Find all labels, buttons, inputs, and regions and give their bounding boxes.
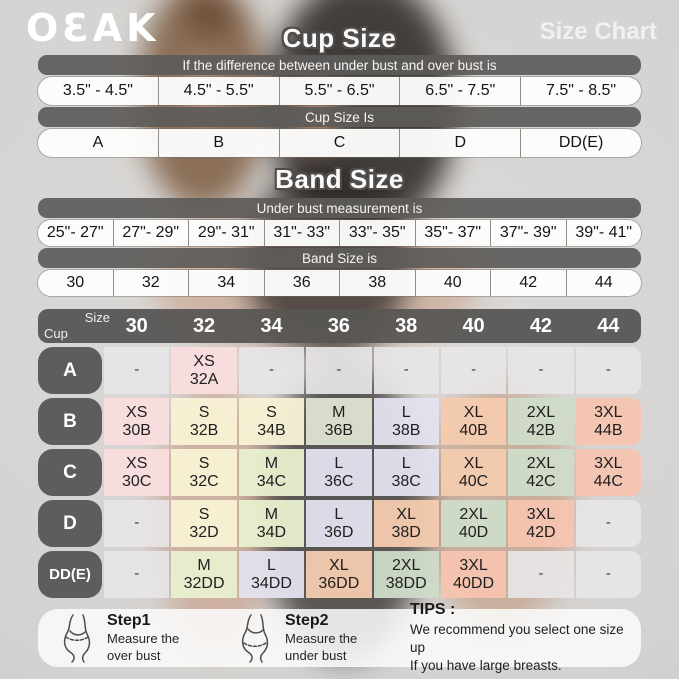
cell-size-label: L	[334, 454, 344, 472]
cup-range-cell-3: 6.5" - 7.5"	[399, 77, 520, 105]
cup-letter-cell-4: DD(E)	[520, 129, 641, 157]
cell-size-label: 3XL	[459, 556, 488, 574]
cell-code-label: 38D	[391, 523, 421, 541]
matrix-row-C	[38, 449, 641, 496]
cell-code-label: 40DD	[453, 574, 495, 592]
matrix-cell-32D	[171, 500, 236, 547]
cell-size-label: M	[197, 556, 211, 574]
cell-code-label: 34D	[256, 523, 287, 541]
matrix-cell-34B	[239, 398, 304, 445]
matrix-column-header-40: 40	[462, 314, 485, 337]
band-size-heading: Band Size	[275, 164, 404, 194]
matrix-body	[38, 347, 641, 598]
band-range-cell-1: 27"- 29"	[113, 220, 189, 246]
cell-size-label: 3XL	[594, 403, 623, 421]
cup-letter-cell-3: D	[399, 129, 520, 157]
cell-size-label: S	[266, 403, 277, 421]
band-instruction-bar: Under bust measurement is	[38, 198, 641, 218]
matrix-cell-36DD	[306, 551, 371, 598]
measure-over-bust-icon	[54, 613, 98, 663]
matrix-cell-40DD	[441, 551, 506, 598]
band-value-cell-4: 38	[339, 270, 415, 296]
matrix-cell-34C	[239, 449, 304, 496]
matrix-column-header-42: 42	[529, 314, 553, 337]
cell-size-label: 3XL	[594, 454, 623, 472]
cell-size-label: 2XL	[526, 454, 556, 472]
cell-size-label: -	[134, 361, 140, 379]
band-value-cell-2: 34	[188, 270, 264, 296]
matrix-column-header-30: 30	[125, 314, 148, 337]
band-range-cell-7: 39"- 41"	[566, 220, 642, 246]
cell-size-label: -	[134, 565, 140, 583]
cell-code-label: 34C	[256, 472, 287, 490]
cell-size-label: -	[538, 565, 544, 583]
cell-size-label: -	[605, 565, 611, 583]
cell-size-label: L	[401, 454, 411, 472]
cell-code-label: 32D	[189, 523, 219, 541]
band-value-cell-0: 30	[66, 274, 85, 291]
matrix-cell-42D	[508, 500, 573, 547]
cell-code-label: 32A	[189, 370, 219, 388]
cell-size-label: 2XL	[391, 556, 421, 574]
tips-title: TIPS :	[410, 600, 456, 618]
cell-code-label: 36C	[324, 472, 354, 490]
step1-block	[54, 612, 220, 664]
band-value-cell-7: 44	[566, 270, 642, 296]
cell-code-label: 38B	[391, 421, 421, 439]
matrix-row-DD(E)	[38, 551, 641, 598]
matrix-cell-34D	[239, 500, 304, 547]
cell-code-label: 42C	[526, 472, 556, 490]
matrix-row-label-B: B	[38, 398, 102, 445]
cell-size-label: -	[134, 514, 140, 532]
matrix-row-D	[38, 500, 641, 547]
matrix-column-header-32: 32	[192, 314, 216, 337]
header	[26, 0, 657, 54]
band-value-cell-5: 40	[415, 270, 491, 296]
cell-code-label: 32C	[189, 472, 219, 490]
cell-size-label: 2XL	[526, 403, 556, 421]
matrix-cell-30C	[104, 449, 169, 496]
step1-line2: over bust	[107, 647, 161, 663]
cell-size-label: XS	[193, 352, 215, 370]
cup-instruction-bar: If the difference between under bust and over bust is	[38, 55, 641, 75]
cell-code-label: 44B	[594, 421, 623, 439]
matrix-cell-empty	[104, 551, 169, 598]
band-range-cell-6: 37"- 39"	[490, 220, 566, 246]
matrix-row-A	[38, 347, 641, 394]
cell-size-label: -	[471, 361, 477, 379]
page-title: Size Chart	[539, 18, 657, 45]
cell-size-label: XS	[126, 403, 148, 421]
step1-text	[107, 612, 179, 664]
matrix-cell-empty	[374, 347, 439, 394]
cell-size-label: XL	[463, 454, 484, 472]
cell-code-label: 36D	[324, 523, 354, 541]
cup-range-cell-0: 3.5" - 4.5"	[62, 82, 133, 99]
matrix-cell-38D	[374, 500, 439, 547]
matrix-cell-40B	[441, 398, 506, 445]
cell-code-label: 34DD	[250, 574, 292, 592]
cell-size-label: L	[266, 556, 276, 574]
cell-code-label: 36B	[324, 421, 354, 439]
step2-line1: Measure the	[285, 631, 358, 647]
matrix-column-header-34: 34	[260, 314, 283, 337]
step2-line2: under bust	[285, 647, 347, 663]
step2-block	[232, 612, 398, 664]
cell-size-label: L	[334, 505, 344, 523]
cup-letter-cell-2: C	[279, 129, 400, 157]
cell-size-label: XL	[463, 403, 484, 421]
matrix-cell-34DD	[239, 551, 304, 598]
cell-size-label: S	[198, 403, 210, 421]
cell-size-label: -	[538, 361, 544, 379]
cell-size-label: -	[403, 361, 409, 379]
matrix-cell-30B	[104, 398, 169, 445]
corner-cup-label: Cup	[44, 326, 68, 341]
matrix-row-label-D: D	[38, 500, 102, 547]
matrix-cell-42C	[508, 449, 573, 496]
matrix-cell-40C	[441, 449, 506, 496]
matrix-cell-empty	[441, 347, 506, 394]
cup-letter-cell-0: A	[92, 134, 104, 151]
step2-text	[285, 612, 357, 664]
cell-size-label: -	[336, 361, 342, 379]
band-value-cell-6: 42	[490, 270, 566, 296]
matrix-cell-empty	[306, 347, 371, 394]
footer-tips-box	[38, 600, 641, 674]
cell-size-label: 2XL	[459, 505, 488, 523]
matrix-column-header-44: 44	[597, 314, 620, 337]
cell-code-label: 32B	[189, 421, 219, 439]
matrix-cell-empty	[104, 500, 169, 547]
cell-size-label: -	[605, 514, 611, 532]
matrix-cell-38DD	[374, 551, 439, 598]
matrix-cell-32C	[171, 449, 236, 496]
matrix-cell-empty	[576, 551, 641, 598]
cell-size-label: M	[332, 403, 346, 421]
matrix-cell-empty	[508, 347, 573, 394]
cup-result-bar: Cup Size Is	[38, 107, 641, 127]
matrix-row-B	[38, 398, 641, 445]
cell-code-label: 44C	[593, 472, 623, 490]
cell-size-label: XS	[126, 454, 148, 472]
cup-range-cell-2: 5.5" - 6.5"	[279, 77, 400, 105]
matrix-cell-36D	[306, 500, 371, 547]
step1-line1: Measure the	[107, 631, 180, 647]
cell-code-label: 40B	[459, 421, 488, 439]
cell-code-label: 42D	[526, 523, 556, 541]
tips-line1: We recommend you select one size up	[410, 621, 624, 655]
matrix-column-header-36: 36	[327, 314, 350, 337]
step2-title: Step2	[285, 612, 329, 630]
cell-code-label: 38DD	[385, 574, 427, 592]
cell-code-label: 36DD	[318, 574, 360, 592]
band-range-cell-4: 33"- 35"	[339, 220, 415, 246]
tips-block	[410, 601, 625, 676]
matrix-cell-44B	[576, 398, 641, 445]
matrix-column-header-38: 38	[395, 314, 418, 337]
cell-size-label: XL	[329, 556, 349, 574]
matrix-cell-empty	[576, 500, 641, 547]
band-range-row	[38, 220, 641, 246]
cell-code-label: 38C	[391, 472, 421, 490]
band-value-cell-3: 36	[264, 270, 340, 296]
matrix-cell-32A	[171, 347, 236, 394]
cell-size-label: M	[264, 454, 279, 472]
cell-code-label: 30B	[122, 421, 151, 439]
matrix-cell-empty	[104, 347, 169, 394]
matrix-header-row	[38, 309, 641, 343]
brand-logo: OƐAK	[26, 6, 160, 50]
cell-size-label: L	[401, 403, 411, 421]
matrix-cell-36C	[306, 449, 371, 496]
cell-size-label: -	[268, 361, 274, 379]
matrix-corner-cell	[38, 309, 110, 343]
measure-under-bust-icon	[232, 613, 276, 663]
matrix-cell-42B	[508, 398, 573, 445]
matrix-cell-38B	[374, 398, 439, 445]
matrix-cell-empty	[239, 347, 304, 394]
cell-size-label: 3XL	[526, 505, 556, 523]
cup-range-row	[38, 77, 641, 105]
band-value-cell-1: 32	[113, 270, 189, 296]
cup-size-heading: Cup Size	[282, 23, 397, 53]
band-value-row	[38, 270, 641, 296]
tips-line2: If you have large breasts.	[410, 658, 562, 674]
size-matrix	[38, 309, 641, 598]
matrix-row-label-A: A	[38, 347, 102, 394]
cell-code-label: 40C	[458, 472, 489, 490]
matrix-cell-44C	[576, 449, 641, 496]
cup-range-cell-1: 4.5" - 5.5"	[158, 77, 279, 105]
matrix-row-label-DD(E): DD(E)	[38, 551, 102, 598]
matrix-cell-38C	[374, 449, 439, 496]
matrix-row-label-C: C	[38, 449, 102, 496]
cell-size-label: S	[198, 454, 210, 472]
cup-range-cell-4: 7.5" - 8.5"	[520, 77, 641, 105]
cell-size-label: M	[264, 505, 279, 523]
matrix-cell-32DD	[171, 551, 236, 598]
cell-code-label: 42B	[526, 421, 556, 439]
cell-code-label: 30C	[122, 472, 152, 490]
cell-size-label: S	[198, 505, 210, 523]
band-range-cell-2: 29"- 31"	[188, 220, 264, 246]
cup-letter-row	[38, 129, 641, 157]
matrix-cell-empty	[508, 551, 573, 598]
cell-size-label: -	[605, 361, 611, 379]
cell-code-label: 34B	[257, 421, 286, 439]
cell-code-label: 40D	[458, 523, 489, 541]
matrix-cell-32B	[171, 398, 236, 445]
matrix-cell-empty	[576, 347, 641, 394]
step1-title: Step1	[107, 612, 151, 630]
band-range-cell-0: 25"- 27"	[46, 224, 104, 241]
corner-size-label: Size	[84, 310, 110, 325]
cell-size-label: XL	[396, 505, 416, 523]
band-range-cell-3: 31"- 33"	[264, 220, 340, 246]
band-range-cell-5: 35"- 37"	[415, 220, 491, 246]
band-result-bar: Band Size is	[38, 248, 641, 268]
cell-code-label: 32DD	[183, 574, 225, 592]
matrix-cell-36B	[306, 398, 371, 445]
cup-letter-cell-1: B	[158, 129, 279, 157]
matrix-cell-40D	[441, 500, 506, 547]
